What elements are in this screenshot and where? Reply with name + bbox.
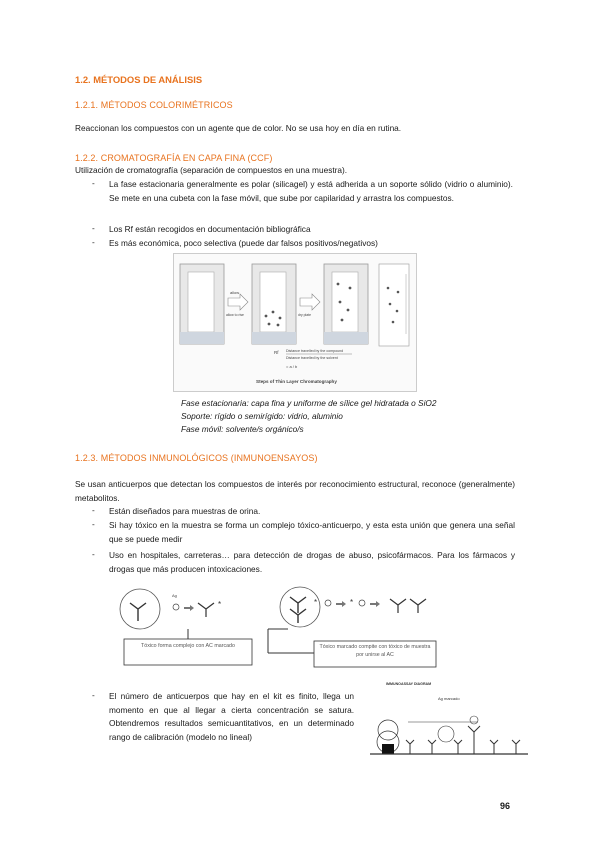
heading-1-2: 1.2. MÉTODOS DE ANÁLISIS <box>75 74 203 85</box>
side-diagram <box>368 682 528 764</box>
svg-text:*: * <box>350 598 354 607</box>
rf-short: = a / b <box>286 364 298 369</box>
list-bullet: - <box>92 223 95 233</box>
heading-1-2-2: 1.2.2. CROMATOGRAFÍA EN CAPA FINA (CCF) <box>75 153 273 163</box>
svg-text:*: * <box>314 598 318 607</box>
side-figure-label: Ag marcado <box>438 696 460 701</box>
arrow-label-1: allow to rise <box>226 313 244 317</box>
list-item: La fase estacionaria generalmente es polar (silicagel) y está adherida a un soporte sólido (vidrio o aluminio). Se mete en una cubeta con la fase móvil, que sube por capilaridad y arrastra los compuestos. <box>109 179 513 203</box>
paragraph-immuno: Se usan anticuerpos que detectan los compuestos de interés por reconocimiento estructural, reconoce (generalmente) metabolitos. <box>75 479 515 503</box>
list-item: Los Rf están recogidos en documentación bibliográfica <box>109 224 311 234</box>
tlc-figure <box>173 253 417 392</box>
heading-1-2-3: 1.2.3. MÉTODOS INMUNOLÓGICOS (INMUNOENSAYOS) <box>75 453 318 463</box>
immuno-figure <box>118 583 438 669</box>
immuno-box-left: Tóxico forma complejo con AC marcado <box>141 643 235 649</box>
heading-1-2-1: 1.2.1. MÉTODOS COLORIMÉTRICOS <box>75 100 233 110</box>
svg-text:allow: allow <box>230 290 240 295</box>
svg-text:Ag: Ag <box>172 593 177 598</box>
side-figure-title: IMMUNOASSAY DIAGRAM <box>386 682 432 686</box>
list-bullet: - <box>92 178 95 188</box>
arrow-label-2: dry plate <box>298 313 312 317</box>
tlc-caption: Steps of Thin Layer Chromatography <box>256 379 337 384</box>
list-bullet: - <box>92 519 95 529</box>
page-number: 96 <box>500 801 511 811</box>
tlc-note: Soporte: rígido o semirígido: vidrio, aluminio <box>181 411 343 421</box>
rf-label: Rf <box>274 350 279 355</box>
tlc-note: Fase móvil: solvente/s orgánico/s <box>181 424 304 434</box>
list-bullet: - <box>92 237 95 247</box>
list-item: Es más económica, poco selectiva (puede dar falsos positivos/negativos) <box>109 238 378 248</box>
immuno-box-right: Tóxico marcado compite con tóxico de muestra por unirse al AC <box>319 644 431 658</box>
list-item: El número de anticuerpos que hay en el kit es finito, llega un momento en que al llegar a cierta concentración se satura. Obtendremos resultados semicuantitativos, en un determinado rango de calibración (modelo no lineal) <box>109 691 354 742</box>
list-item: Están diseñados para muestras de orina. <box>109 506 261 516</box>
rf-numerator: Distance travelled by the compound <box>286 349 344 353</box>
list-item: Si hay tóxico en la muestra se forma un complejo tóxico-anticuerpo, y esta esta unión que genera una señal que se puede medir <box>109 520 515 544</box>
list-bullet: - <box>92 549 95 559</box>
svg-text:*: * <box>218 600 222 609</box>
rf-denominator: Distance travelled by the solvent <box>286 356 338 360</box>
list-bullet: - <box>92 505 95 515</box>
side-figure <box>368 682 528 764</box>
paragraph-colorimetric: Reaccionan los compuestos con un agente que de color. No se usa hoy en día en rutina. <box>75 123 402 133</box>
tlc-diagram <box>174 254 416 391</box>
paragraph-ccf-intro: Utilización de cromatografía (separación de compuestos en una muestra). <box>75 165 348 175</box>
list-bullet: - <box>92 690 95 700</box>
tlc-note: Fase estacionaria: capa fina y uniforme de sílice gel hidratada o SiO2 <box>181 398 437 408</box>
list-item: Uso en hospitales, carreteras… para detección de drogas de abuso, psicofármacos. Para los fármacos y drogas que más producen intoxicaciones. <box>109 550 515 574</box>
